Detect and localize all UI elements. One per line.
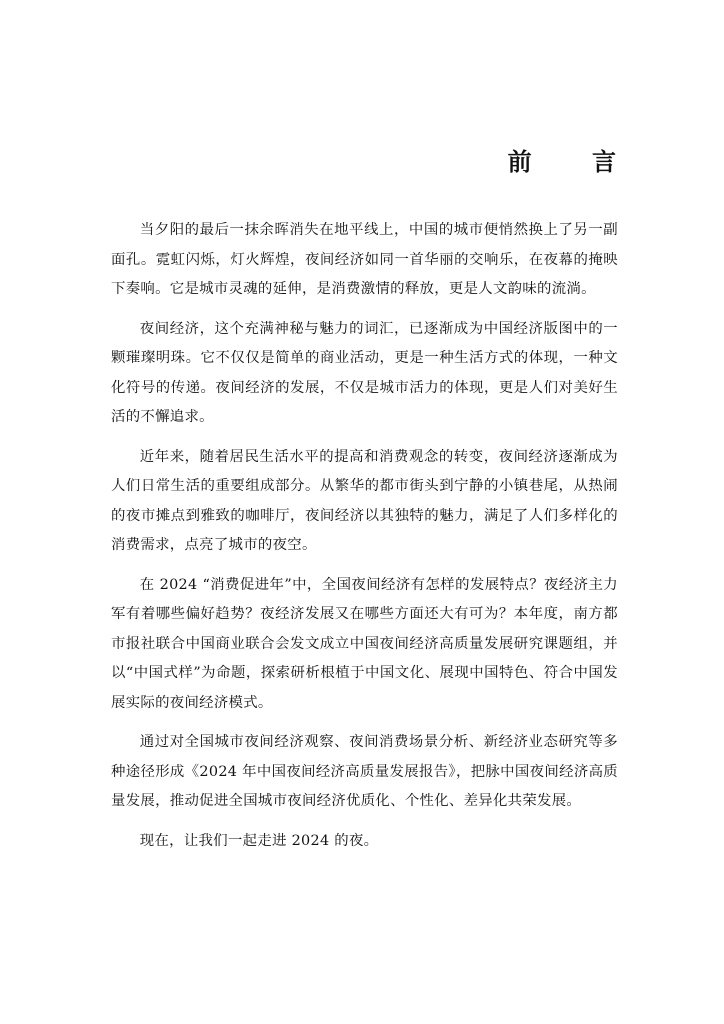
paragraph-3: 近年来，随着居民生活水平的提高和消费观念的转变，夜间经济逐渐成为人们日常生活的重要组成部分。从繁华的都市街头到宁静的小镇巷尾，从热闹的夜市摊点到雅致的咖啡厅，夜间经济以其独特的魅力，满足了人们多样化的消费需求，点亮了城市的夜空。 (111, 448, 618, 553)
page-title: 前 言 (507, 147, 642, 176)
paragraph-6: 现在，让我们一起走进 2024 的夜。 (139, 832, 379, 849)
paragraph-2: 夜间经济，这个充满神秘与魅力的词汇，已逐渐成为中国经济版图中的一颗璀璨明珠。它不仅仅是简单的商业活动，更是一种生活方式的体现，一种文化符号的传递。夜间经济的发展，不仅是城市活力的体现，更是人们对美好生活的不懈追求。 (111, 320, 618, 425)
preface-body (111, 216, 618, 866)
paragraph-5: 通过对全国城市夜间经济观察、夜间消费场景分析、新经济业态研究等多种途径形成《2024 年中国夜间经济高质量发展报告》，把脉中国夜间经济高质量发展，推动促进全国城市夜间经济优质化、个性化、差异化共荣发展。 (111, 734, 618, 809)
paragraph-4: 在 2024 “消费促进年”中，全国夜间经济有怎样的发展特点？夜经济主力军有着哪些偏好趋势？夜经济发展又在哪些方面还大有可为？本年度，南方都市报社联合中国商业联合会发文成立中国夜间经济高质量发展研究课题组，并以“中国式样”为命题，探索研析根植于中国文化、展现中国特色、符合中国发展实际的夜间经济模式。 (111, 576, 618, 711)
paragraph-1: 当夕阳的最后一抹余晖消失在地平线上，中国的城市便悄然换上了另一副面孔。霓虹闪烁，灯火辉煌，夜间经济如同一首华丽的交响乐，在夜幕的掩映下奏响。它是城市灵魂的延伸，是消费激情的释放，更是人文韵味的流淌。 (111, 222, 618, 297)
